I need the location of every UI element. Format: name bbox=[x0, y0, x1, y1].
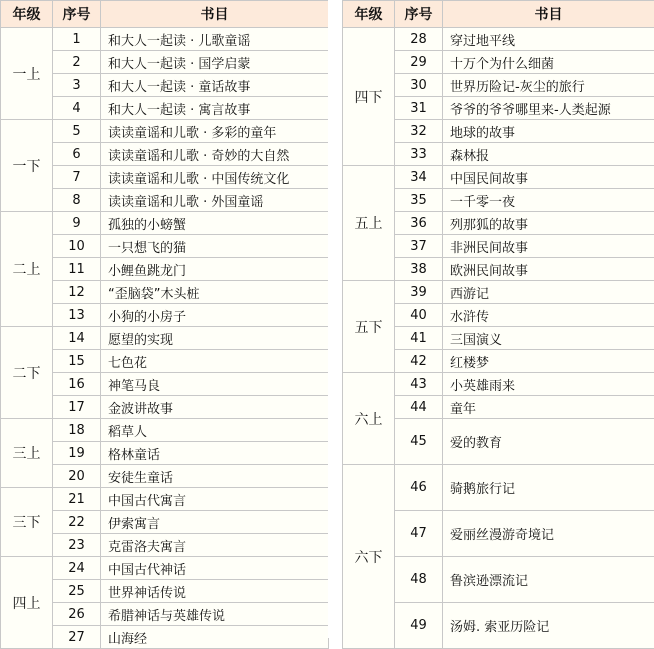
seq-cell: 17 bbox=[53, 396, 101, 419]
seq-cell: 8 bbox=[53, 189, 101, 212]
grade-cell: 四下 bbox=[343, 28, 395, 166]
book-title: 读读童谣和儿歌 · 中国传统文化 bbox=[101, 166, 329, 189]
book-title: 稻草人 bbox=[101, 419, 329, 442]
book-title: 非洲民间故事 bbox=[443, 235, 654, 258]
table-row bbox=[1, 120, 329, 143]
seq-cell: 41 bbox=[395, 327, 443, 350]
book-title: 七色花 bbox=[101, 350, 329, 373]
table-row bbox=[1, 212, 329, 235]
book-title: 骑鹅旅行记 bbox=[443, 465, 654, 511]
book-title: 格林童话 bbox=[101, 442, 329, 465]
book-title: 世界神话传说 bbox=[101, 580, 329, 603]
table-row bbox=[343, 373, 654, 396]
book-title: 童年 bbox=[443, 396, 654, 419]
book-title: 红楼梦 bbox=[443, 350, 654, 373]
seq-cell: 14 bbox=[53, 327, 101, 350]
seq-cell: 26 bbox=[53, 603, 101, 626]
seq-cell: 42 bbox=[395, 350, 443, 373]
header-grade: 年级 bbox=[343, 1, 395, 28]
book-title: 爱的教育 bbox=[443, 419, 654, 465]
table-row bbox=[1, 557, 329, 580]
book-title: 读读童谣和儿歌 · 外国童谣 bbox=[101, 189, 329, 212]
header-seq: 序号 bbox=[395, 1, 443, 28]
seq-cell: 4 bbox=[53, 97, 101, 120]
book-title: 爷爷的爷爷哪里来-人类起源 bbox=[443, 97, 654, 120]
seq-cell: 20 bbox=[53, 465, 101, 488]
seq-cell: 27 bbox=[53, 626, 101, 649]
book-title: 山海经 bbox=[101, 626, 329, 649]
seq-cell: 32 bbox=[395, 120, 443, 143]
seq-cell: 39 bbox=[395, 281, 443, 304]
book-title: 愿望的实现 bbox=[101, 327, 329, 350]
header-row bbox=[343, 1, 654, 28]
book-title: 和大人一起读 · 儿歌童谣 bbox=[101, 28, 329, 51]
book-title: 和大人一起读 · 童话故事 bbox=[101, 74, 329, 97]
seq-cell: 36 bbox=[395, 212, 443, 235]
seq-cell: 28 bbox=[395, 28, 443, 51]
seq-cell: 24 bbox=[53, 557, 101, 580]
book-title: 十万个为什么细菌 bbox=[443, 51, 654, 74]
seq-cell: 9 bbox=[53, 212, 101, 235]
seq-cell: 35 bbox=[395, 189, 443, 212]
seq-cell: 25 bbox=[53, 580, 101, 603]
book-title: 中国古代神话 bbox=[101, 557, 329, 580]
seq-cell: 19 bbox=[53, 442, 101, 465]
book-title: 列那狐的故事 bbox=[443, 212, 654, 235]
grade-cell: 五下 bbox=[343, 281, 395, 373]
seq-cell: 12 bbox=[53, 281, 101, 304]
table-row bbox=[1, 488, 329, 511]
book-title: 一千零一夜 bbox=[443, 189, 654, 212]
grade-cell: 四上 bbox=[1, 557, 53, 649]
book-title: 读读童谣和儿歌 · 多彩的童年 bbox=[101, 120, 329, 143]
table-gap bbox=[328, 0, 342, 638]
book-title: 三国演义 bbox=[443, 327, 654, 350]
book-title: 森林报 bbox=[443, 143, 654, 166]
seq-cell: 5 bbox=[53, 120, 101, 143]
book-title: 鲁滨逊漂流记 bbox=[443, 557, 654, 603]
seq-cell: 33 bbox=[395, 143, 443, 166]
table-row bbox=[343, 166, 654, 189]
seq-cell: 46 bbox=[395, 465, 443, 511]
table-row bbox=[1, 419, 329, 442]
grade-cell: 五上 bbox=[343, 166, 395, 281]
grade-cell: 一下 bbox=[1, 120, 53, 212]
seq-cell: 38 bbox=[395, 258, 443, 281]
book-title: 神笔马良 bbox=[101, 373, 329, 396]
book-title: 和大人一起读 · 国学启蒙 bbox=[101, 51, 329, 74]
grade-cell: 一上 bbox=[1, 28, 53, 120]
seq-cell: 49 bbox=[395, 603, 443, 649]
table-row bbox=[1, 28, 329, 51]
header-title: 书目 bbox=[443, 1, 654, 28]
book-title: 地球的故事 bbox=[443, 120, 654, 143]
seq-cell: 40 bbox=[395, 304, 443, 327]
seq-cell: 21 bbox=[53, 488, 101, 511]
seq-cell: 34 bbox=[395, 166, 443, 189]
book-title: 和大人一起读 · 寓言故事 bbox=[101, 97, 329, 120]
seq-cell: 29 bbox=[395, 51, 443, 74]
grade-cell: 三上 bbox=[1, 419, 53, 488]
book-title: 金波讲故事 bbox=[101, 396, 329, 419]
header-title: 书目 bbox=[101, 1, 329, 28]
seq-cell: 3 bbox=[53, 74, 101, 97]
seq-cell: 10 bbox=[53, 235, 101, 258]
seq-cell: 44 bbox=[395, 396, 443, 419]
book-title: 水浒传 bbox=[443, 304, 654, 327]
seq-cell: 16 bbox=[53, 373, 101, 396]
header-seq: 序号 bbox=[53, 1, 101, 28]
book-title: 世界历险记-灰尘的旅行 bbox=[443, 74, 654, 97]
book-title: “歪脑袋”木头桩 bbox=[101, 281, 329, 304]
seq-cell: 15 bbox=[53, 350, 101, 373]
book-title: 小英雄雨来 bbox=[443, 373, 654, 396]
book-title: 希腊神话与英雄传说 bbox=[101, 603, 329, 626]
header-row bbox=[1, 1, 329, 28]
book-title: 小狗的小房子 bbox=[101, 304, 329, 327]
book-title: 伊索寓言 bbox=[101, 511, 329, 534]
grade-cell: 二上 bbox=[1, 212, 53, 327]
reading-list-table-right bbox=[342, 0, 654, 649]
book-title: 一只想飞的猫 bbox=[101, 235, 329, 258]
book-title: 欧洲民间故事 bbox=[443, 258, 654, 281]
seq-cell: 37 bbox=[395, 235, 443, 258]
header-grade: 年级 bbox=[1, 1, 53, 28]
seq-cell: 22 bbox=[53, 511, 101, 534]
seq-cell: 1 bbox=[53, 28, 101, 51]
table-row bbox=[343, 281, 654, 304]
seq-cell: 2 bbox=[53, 51, 101, 74]
seq-cell: 18 bbox=[53, 419, 101, 442]
book-title: 小鲤鱼跳龙门 bbox=[101, 258, 329, 281]
table-row bbox=[1, 327, 329, 350]
seq-cell: 31 bbox=[395, 97, 443, 120]
seq-cell: 43 bbox=[395, 373, 443, 396]
grade-cell: 六下 bbox=[343, 465, 395, 649]
book-title: 读读童谣和儿歌 · 奇妙的大自然 bbox=[101, 143, 329, 166]
seq-cell: 11 bbox=[53, 258, 101, 281]
book-title: 西游记 bbox=[443, 281, 654, 304]
grade-cell: 二下 bbox=[1, 327, 53, 419]
seq-cell: 30 bbox=[395, 74, 443, 97]
seq-cell: 23 bbox=[53, 534, 101, 557]
book-title: 克雷洛夫寓言 bbox=[101, 534, 329, 557]
seq-cell: 47 bbox=[395, 511, 443, 557]
seq-cell: 45 bbox=[395, 419, 443, 465]
book-title: 爱丽丝漫游奇境记 bbox=[443, 511, 654, 557]
grade-cell: 三下 bbox=[1, 488, 53, 557]
table-row bbox=[343, 465, 654, 511]
seq-cell: 13 bbox=[53, 304, 101, 327]
book-title: 中国古代寓言 bbox=[101, 488, 329, 511]
seq-cell: 7 bbox=[53, 166, 101, 189]
book-title: 中国民间故事 bbox=[443, 166, 654, 189]
book-title: 安徒生童话 bbox=[101, 465, 329, 488]
grade-cell: 六上 bbox=[343, 373, 395, 465]
book-title: 孤独的小螃蟹 bbox=[101, 212, 329, 235]
book-title: 穿过地平线 bbox=[443, 28, 654, 51]
seq-cell: 48 bbox=[395, 557, 443, 603]
table-row bbox=[343, 28, 654, 51]
book-title: 汤姆. 索亚历险记 bbox=[443, 603, 654, 649]
seq-cell: 6 bbox=[53, 143, 101, 166]
